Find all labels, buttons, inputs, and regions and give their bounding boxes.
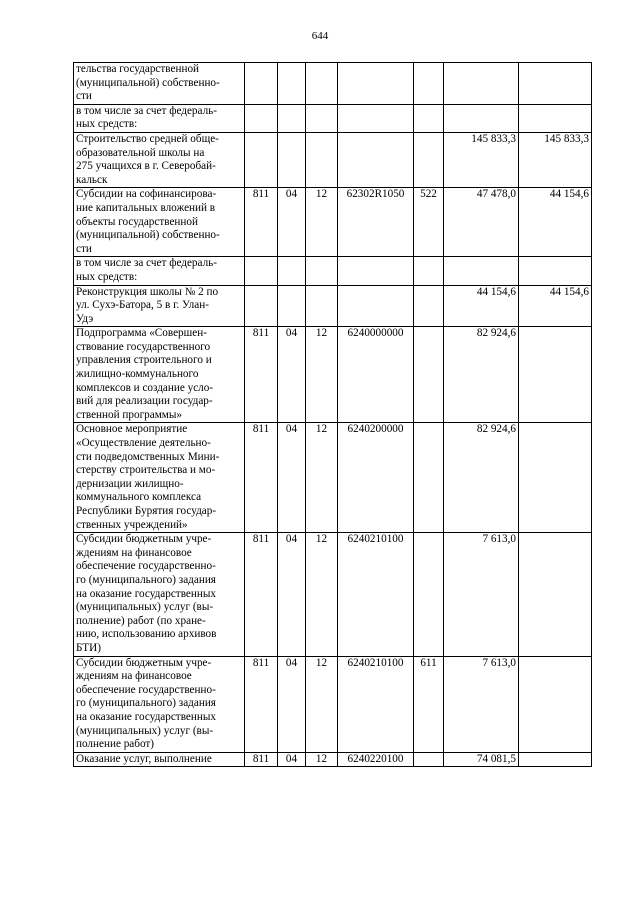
cell-csr: 6240220100 [338,752,414,767]
cell-name: в том числе за счет федераль- ных средств: [74,104,245,132]
cell-name: Реконструкция школы № 2 по ул. Сухэ-Батора, 5 в г. Улан- Удэ [74,285,245,327]
cell-name: Субсидии бюджетным учре- ждениям на финансовое обеспечение государственно- го (муниципального) задания на оказание государственных (муниципальных) услуг (вы- полнение работ) [74,656,245,752]
cell-rz: 04 [278,423,306,533]
cell-rz: 04 [278,533,306,656]
cell-grbs: 811 [245,423,278,533]
cell-pr [306,132,338,187]
cell-grbs: 811 [245,752,278,767]
cell-pr [306,63,338,105]
cell-vr: 611 [414,656,444,752]
cell-csr: 6240210100 [338,656,414,752]
cell-pr [306,257,338,285]
table-row [74,63,592,105]
cell-grbs [245,257,278,285]
cell-grbs: 811 [245,188,278,257]
cell-sum-2 [519,423,592,533]
cell-sum-1: 74 081,5 [444,752,519,767]
cell-vr [414,104,444,132]
cell-rz [278,257,306,285]
cell-name: Строительство средней обще- образовательной школы на 275 учащихся в г. Северобай- кальск [74,132,245,187]
cell-sum-2: 44 154,6 [519,285,592,327]
cell-csr [338,132,414,187]
cell-sum-2 [519,257,592,285]
table-row [74,327,592,423]
cell-name: тельства государственной (муниципальной) собственно- сти [74,63,245,105]
cell-pr: 12 [306,327,338,423]
cell-name: Оказание услуг, выполнение [74,752,245,767]
cell-sum-1: 7 613,0 [444,656,519,752]
budget-table [73,62,592,767]
cell-sum-2 [519,533,592,656]
cell-csr: 6240210100 [338,533,414,656]
cell-csr [338,285,414,327]
cell-vr: 522 [414,188,444,257]
table-row [74,188,592,257]
cell-pr: 12 [306,188,338,257]
table-row [74,752,592,767]
cell-csr: 62302R1050 [338,188,414,257]
cell-grbs: 811 [245,533,278,656]
cell-pr [306,285,338,327]
cell-rz: 04 [278,188,306,257]
cell-sum-1: 47 478,0 [444,188,519,257]
cell-rz [278,63,306,105]
table-row [74,104,592,132]
cell-sum-2 [519,752,592,767]
cell-csr [338,257,414,285]
cell-grbs [245,285,278,327]
cell-sum-1: 44 154,6 [444,285,519,327]
table-row [74,656,592,752]
cell-sum-2: 44 154,6 [519,188,592,257]
cell-grbs [245,132,278,187]
cell-pr: 12 [306,752,338,767]
cell-vr [414,257,444,285]
cell-vr [414,327,444,423]
cell-sum-1 [444,257,519,285]
table-row [74,533,592,656]
cell-vr [414,533,444,656]
cell-name: Основное мероприятие «Осуществление деятельно- сти подведомственных Мини- стерству строительства и мо- дернизации жилищно- коммунального комплекса Республики Бурятия государ- ственных учреждений» [74,423,245,533]
cell-pr: 12 [306,533,338,656]
cell-rz: 04 [278,656,306,752]
cell-sum-2 [519,327,592,423]
cell-vr [414,63,444,105]
cell-sum-1: 7 613,0 [444,533,519,656]
cell-rz [278,285,306,327]
cell-grbs [245,104,278,132]
cell-vr [414,132,444,187]
page-number: 644 [311,30,329,42]
cell-grbs: 811 [245,656,278,752]
cell-sum-2 [519,656,592,752]
table-row [74,132,592,187]
cell-sum-1 [444,104,519,132]
cell-sum-1: 145 833,3 [444,132,519,187]
cell-name: Субсидии бюджетным учре- ждениям на финансовое обеспечение государственно- го (муниципального) задания на оказание государственных (муниципальных) услуг (вы- полнение) работ (по хране- нию, использованию архивов БТИ) [74,533,245,656]
cell-csr: 6240200000 [338,423,414,533]
table-row [74,257,592,285]
cell-rz [278,132,306,187]
table-row [74,285,592,327]
cell-csr [338,104,414,132]
cell-sum-2: 145 833,3 [519,132,592,187]
cell-sum-1: 82 924,6 [444,423,519,533]
cell-rz: 04 [278,752,306,767]
cell-sum-1 [444,63,519,105]
cell-rz: 04 [278,327,306,423]
cell-grbs [245,63,278,105]
cell-grbs: 811 [245,327,278,423]
cell-vr [414,285,444,327]
cell-sum-2 [519,104,592,132]
table-row [74,423,592,533]
cell-csr [338,63,414,105]
cell-name: Субсидии на софинансирова- ние капитальных вложений в объекты государственной (муниципальной) собственно- сти [74,188,245,257]
cell-sum-1: 82 924,6 [444,327,519,423]
cell-pr: 12 [306,656,338,752]
cell-vr [414,423,444,533]
cell-vr [414,752,444,767]
cell-sum-2 [519,63,592,105]
cell-name: в том числе за счет федераль- ных средств: [74,257,245,285]
budget-table-body [74,63,592,767]
cell-name: Подпрограмма «Совершен- ствование государственного управления строительного и жилищно-коммунального комплексов и создание усло- вий для реализации государ- ственной программы» [74,327,245,423]
cell-pr [306,104,338,132]
cell-pr: 12 [306,423,338,533]
cell-rz [278,104,306,132]
cell-csr: 6240000000 [338,327,414,423]
